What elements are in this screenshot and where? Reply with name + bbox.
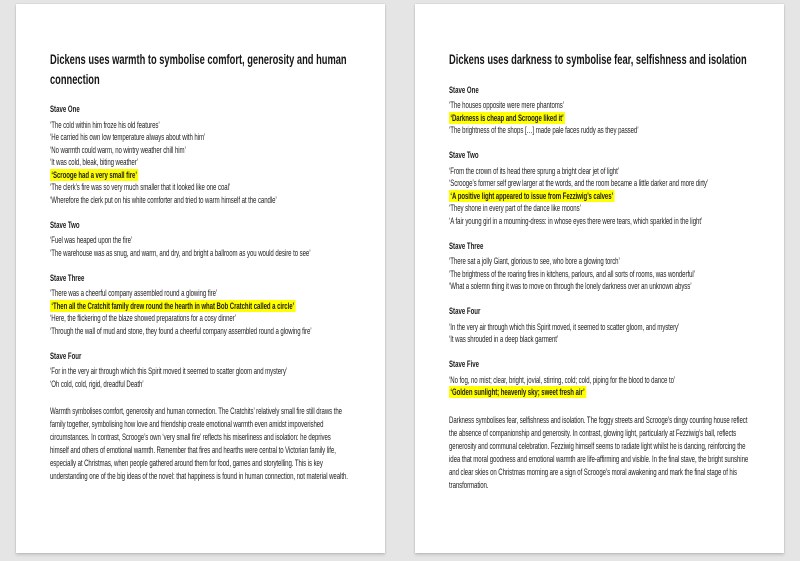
stave-heading: Stave Two xyxy=(50,219,80,230)
stave-section xyxy=(449,84,750,137)
stave-heading: Stave Five xyxy=(449,359,480,369)
quote-line: ‘The warehouse was as snug, and warm, and dry, and bright a ballroom as you would desire to see’ xyxy=(50,247,311,258)
quote-line: ‘He carried his own low temperature always about with him’ xyxy=(50,132,206,142)
stave-sections xyxy=(50,103,351,390)
stave-section xyxy=(449,240,750,293)
document-page-2[interactable] xyxy=(415,4,784,553)
summary-paragraph: Darkness symbolises fear, selfishness and isolation. The foggy streets and Scrooge’s dingy counting house reflect the absence of companionship and generosity. In contrast, glowing light, particularly at Fezziwig’s ball, reflects generosity and communal celebration. Fezziwig himself seems to radiate light whilst he is dancing, reinforcing the idea that moral goodness and emotional warmth are life-affirming and visible. In the final stave, the bright sunshine and clear skies on Christmas morning are a sign of Scrooge’s moral awakening and mark the final stage of his transformation. xyxy=(449,414,749,490)
quote-list xyxy=(50,234,351,259)
quote-line: ‘Here, the flickering of the blaze showed preparations for a cosy dinner’ xyxy=(50,313,237,323)
highlighted-quote-line: ‘A positive light appeared to issue from Fezziwig’s calves’ xyxy=(450,190,614,201)
stave-heading: Stave Three xyxy=(449,240,484,251)
page-title: Dickens uses darkness to symbolise fear, selfishness and isolation xyxy=(449,52,747,67)
quote-line: ‘Oh cold, cold, rigid, dreadful Death’ xyxy=(50,378,144,389)
stave-heading: Stave Four xyxy=(50,350,82,361)
quote-line: ‘Wherefore the clerk put on his white comforter and tried to warm himself at the candle’ xyxy=(50,194,277,205)
quote-line: ‘No warmth could warm, no wintry weather chill him’ xyxy=(50,144,186,155)
quote-list xyxy=(50,287,351,337)
quote-line: ‘What a solemn thing it was to move on through the lonely darkness over an unknown abyss’ xyxy=(449,281,692,291)
quote-line: ‘They shone in every part of the dance like moons’ xyxy=(449,203,581,213)
quote-line: ‘It was cold, bleak, biting weather’ xyxy=(50,157,139,167)
stave-heading: Stave Four xyxy=(449,306,481,316)
stave-section xyxy=(50,272,351,338)
highlighted-quote-line: ‘Scrooge had a very small fire’ xyxy=(51,169,137,180)
quote-line: ‘The cold within him froze his old features’ xyxy=(50,119,160,130)
page-title: Dickens uses warmth to symbolise comfort, generosity and human connection xyxy=(50,52,347,87)
summary-paragraph: Warmth symbolises comfort, generosity and human connection. The Cratchits’ relatively small fire still draws the family together, symbolising how love and friendship create emotional warmth even amidst impoverished circumstances. In contrast, Scrooge’s own ‘very small fire’ reflects his miserliness and isolation: he deprives himself and others of emotional warmth. Remember that fires and hearths were central to Victorian family life, especially at Christmas, when people gathered around them for food, games and storytelling. This is key understanding one of the big ideas of the novel: that happiness is found in human connection, not material wealth. xyxy=(50,406,348,481)
stave-heading: Stave Three xyxy=(50,272,85,283)
stave-section xyxy=(449,149,750,227)
page-2-content xyxy=(415,4,784,492)
document-page-1[interactable] xyxy=(16,4,385,553)
stave-section xyxy=(50,103,351,206)
quote-line: ‘There sat a jolly Giant, glorious to see, who bore a glowing torch’ xyxy=(449,256,620,266)
quote-list xyxy=(50,365,351,390)
highlighted-quote-line: ‘Darkness is cheap and Scrooge liked it’ xyxy=(450,112,564,123)
quote-line: ‘The brightness of the roaring fires in kitchens, parlours, and all sorts of rooms, was wonderful’ xyxy=(449,268,695,279)
quote-line: ‘From the crown of its head there sprung a bright clear jet of light’ xyxy=(449,165,620,176)
quote-line: ‘It was shrouded in a deep black garment’ xyxy=(449,334,559,344)
stave-heading: Stave One xyxy=(449,84,479,95)
stave-section xyxy=(449,358,750,399)
stave-sections xyxy=(449,84,750,399)
highlighted-quote-line: ‘Golden sunlight; heavenly sky; sweet fresh air’ xyxy=(450,387,585,397)
quote-line: ‘The clerk’s fire was so very much smaller that it looked like one coal’ xyxy=(50,182,231,192)
highlighted-quote-line: ‘Then all the Cratchit family drew round the hearth in what Bob Cratchit called a circle’ xyxy=(51,300,295,311)
quote-line: ‘A fair young girl in a mourning-dress: in whose eyes there were tears, which sparkled in the light’ xyxy=(449,215,703,226)
quote-line: ‘Scrooge’s former self grew larger at the words, and the room became a little darker and more dirty’ xyxy=(449,178,709,188)
stave-heading: Stave Two xyxy=(449,150,479,160)
quote-line: ‘For in the very air through which this Spirit moved it seemed to scatter gloom and mystery’ xyxy=(50,366,288,376)
quote-list xyxy=(50,119,351,207)
stave-heading: Stave One xyxy=(50,104,80,114)
quote-line: ‘The houses opposite were mere phantoms’ xyxy=(449,100,564,110)
quote-line: ‘Fuel was heaped upon the fire’ xyxy=(50,235,133,245)
quote-list xyxy=(449,321,750,346)
quote-line: ‘There was a cheerful company assembled round a glowing fire’ xyxy=(50,288,218,298)
quote-list xyxy=(449,374,750,399)
stave-section xyxy=(50,350,351,391)
stave-section xyxy=(449,305,750,346)
quote-list xyxy=(449,165,750,228)
quote-line: ‘No fog, no mist; clear, bright, jovial, stirring, cold; cold, piping for the blood to dance to’ xyxy=(449,374,676,385)
stave-section xyxy=(50,219,351,260)
quote-line: ‘Through the wall of mud and stone, they found a cheerful company assembled round a glowing fire’ xyxy=(50,325,312,336)
page-1-content xyxy=(16,4,385,483)
quote-list xyxy=(449,99,750,137)
quote-list xyxy=(449,255,750,293)
quote-line: ‘In the very air through which this Spirit moved, it seemed to scatter gloom, and mystery’ xyxy=(449,321,680,332)
quote-line: ‘The brightness of the shops […] made pale faces ruddy as they passed’ xyxy=(449,125,639,135)
